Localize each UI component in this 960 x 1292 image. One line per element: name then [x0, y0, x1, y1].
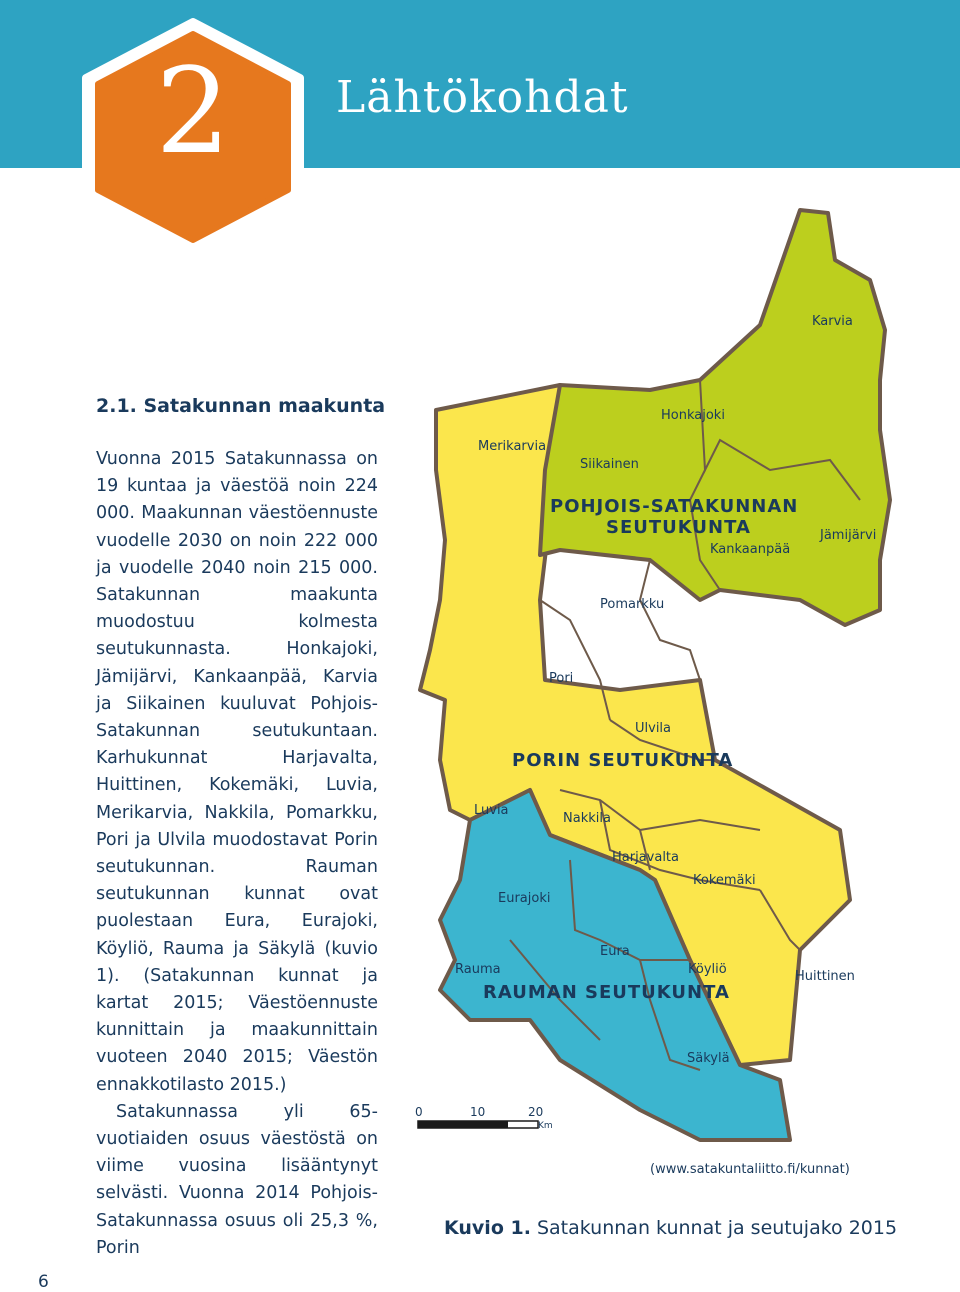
- label-kankaanpaa: Kankaanpää: [710, 542, 791, 557]
- label-pori: Pori: [549, 671, 574, 686]
- chapter-title: Lähtökohdat: [336, 72, 629, 123]
- label-eura: Eura: [600, 944, 630, 959]
- label-eurajoki: Eurajoki: [498, 891, 551, 906]
- region-label-rauma: RAUMAN SEUTUKUNTA: [483, 982, 730, 1003]
- label-luvia: Luvia: [474, 803, 509, 818]
- scale-tick-20: 20: [528, 1105, 544, 1119]
- label-jamijarvi: Jämijärvi: [820, 528, 877, 543]
- label-huittinen: Huittinen: [795, 969, 855, 984]
- caption-label: Kuvio 1.: [444, 1217, 531, 1239]
- label-merikarvia: Merikarvia: [478, 439, 547, 454]
- label-sakyla: Säkylä: [687, 1051, 730, 1066]
- paragraph: Satakunnassa yli 65-vuotiaiden osuus väestöstä on viime vuosina lisääntynyt selvästi. Vuonna 2014 Pohjois-Satakunnassa osuus oli 25,3 %, Porin: [96, 1101, 378, 1258]
- scale-tick-10: 10: [470, 1105, 486, 1119]
- region-label-north-line2: SEUTUKUNTA: [606, 517, 751, 538]
- label-siikainen: Siikainen: [580, 457, 639, 472]
- scale-unit: Km: [538, 1121, 553, 1131]
- label-ulvila: Ulvila: [635, 721, 672, 736]
- label-nakkila: Nakkila: [563, 811, 611, 826]
- paragraph: Vuonna 2015 Satakunnassa on 19 kuntaa ja väestöä noin 224 000. Maakunnan väestöennuste vuodelle 2030 on noin 222 000 ja vuodelle 2040 noin 215 000. Satakunnan maakunta muodostuu kolmesta seutukunnasta. Honkajoki, Jämijärvi, Kankaanpää, Karvia ja Siikainen kuuluvat Pohjois-Satakunnan seutukuntaan. Karhukunnat Harjavalta, Huittinen, Kokemäki, Luvia, Merikarvia, Nakkila, Pomarkku, Pori ja Ulvila muodostavat Porin seutukunnan. Rauman seutukunnan kunnat ovat puolestaan Eura, Eurajoki, Köyliö, Rauma ja Säkylä (kuvio 1). (Satakunnan kunnat ja kartat 2015; Väestöennuste kunnittain ja maakunnittain vuoteen 2040 2015; Väestön ennakkotilasto 2015.): [96, 449, 378, 1095]
- satakunta-map: [396, 205, 960, 1150]
- label-karvia: Karvia: [812, 314, 853, 329]
- figure-caption: [444, 1217, 897, 1239]
- label-pomarkku: Pomarkku: [600, 597, 665, 612]
- region-label-pori: PORIN SEUTUKUNTA: [512, 750, 734, 771]
- chapter-number: 2: [155, 42, 231, 180]
- label-koylio: Köyliö: [688, 962, 727, 977]
- scale-tick-0: 0: [415, 1105, 423, 1119]
- body-text: [96, 446, 378, 1262]
- map-scale-bar: [418, 1121, 538, 1128]
- label-rauma: Rauma: [455, 962, 501, 977]
- caption-text: Satakunnan kunnat ja seutujako 2015: [530, 1217, 898, 1239]
- map-source: (www.satakuntaliitto.fi/kunnat): [650, 1162, 850, 1177]
- label-honkajoki: Honkajoki: [661, 408, 725, 423]
- section-heading: 2.1. Satakunnan maakunta: [96, 395, 386, 417]
- region-label-north: POHJOIS-SATAKUNNAN: [550, 496, 799, 517]
- page-number: 6: [38, 1272, 49, 1292]
- label-kokemaki: Kokemäki: [693, 873, 756, 888]
- label-harjavalta: Harjavalta: [612, 850, 679, 865]
